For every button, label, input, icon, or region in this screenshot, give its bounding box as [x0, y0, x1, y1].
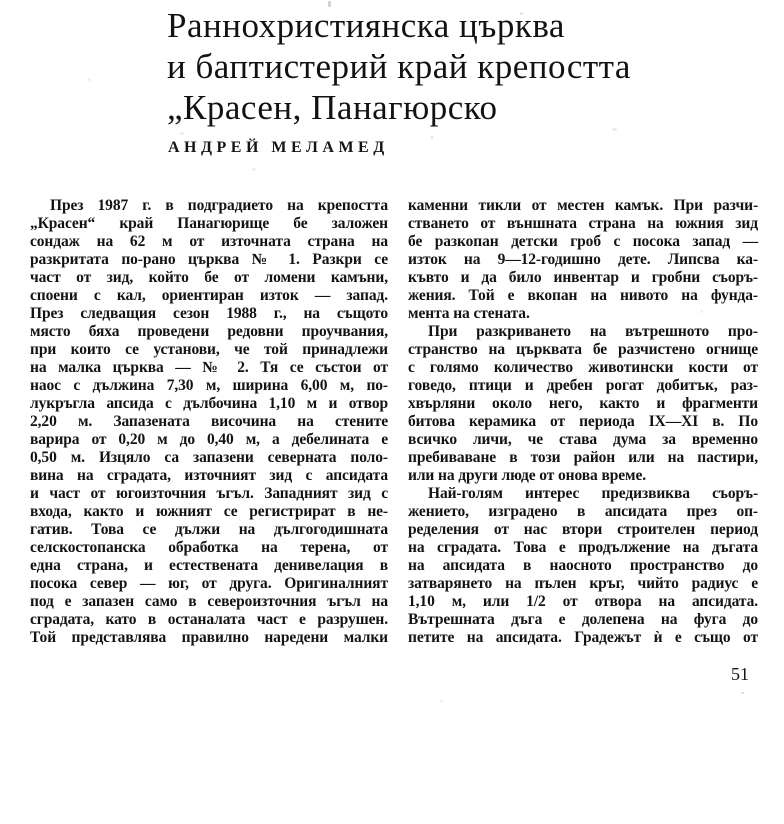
text-line: каменни тикли от местен камък. При разчи-	[408, 197, 758, 214]
text-line: вина на сградата, източният зид с апсидата	[30, 467, 388, 484]
scan-speck	[88, 78, 91, 81]
text-line: на сградата. Това е продължение на дъгата	[408, 539, 758, 556]
text-line: жението, изградено в апсидата през оп-	[408, 503, 758, 520]
article-title-line-3: „Красен, Панагюрско	[167, 88, 498, 127]
text-line: битова керамика от периода IX—XI в. По	[408, 413, 758, 430]
page-number: 51	[731, 664, 749, 684]
paragraph	[408, 485, 758, 647]
text-line: изток на 9—12-годишно дете. Липсва ка-	[408, 251, 758, 268]
text-line: къвто и да било инвентар и гробни съоръ-	[408, 269, 758, 286]
text-line: част от зид, който бе от ломени камъни,	[30, 269, 388, 286]
text-line: 1,10 м, или 1/2 от отвора на апсидата.	[408, 593, 758, 610]
text-line: варира от 0,20 м до 0,40 м, а дебелината е	[30, 431, 388, 448]
scan-speck	[440, 700, 443, 703]
text-line: затварянето на пълен кръг, чийто радиус е	[408, 575, 758, 592]
scan-speck	[520, 12, 523, 15]
text-line: при които се установи, че той принадлежи	[30, 341, 388, 358]
text-line: място бяха проведени редовни проучвания,	[30, 323, 388, 340]
text-line: сондаж на 62 м от източната страна на	[30, 233, 388, 250]
scan-speck	[741, 692, 744, 694]
paragraph	[408, 197, 758, 323]
scan-speck	[430, 136, 434, 139]
scan-speck	[612, 128, 617, 131]
text-line: на малка църква — № 2. Тя се състои от	[30, 359, 388, 376]
text-line: всичко личи, че става дума за временно	[408, 431, 758, 448]
text-line: под е запазен само в североизточния ъгъл на	[30, 593, 388, 610]
text-line: ределения от нас втори строителен период	[408, 521, 758, 538]
body-text	[30, 197, 758, 647]
text-line: „Красен“ край Панагюрище бе заложен	[30, 215, 388, 232]
text-line: хвърляни около него, както и фрагменти	[408, 395, 758, 412]
text-column-right	[408, 197, 758, 647]
text-line: лукръгла апсида с дълбочина 1,10 м и отвор	[30, 395, 388, 412]
paragraph	[30, 197, 388, 647]
text-line: разкритата по-рано църква № 1. Разкри се	[30, 251, 388, 268]
text-line: и част от югоизточния ъгъл. Западният зид с	[30, 485, 388, 502]
text-line: През следващия сезон 1988 г., на същото	[30, 305, 388, 322]
article-title	[167, 5, 631, 128]
text-line: петите на апсидата. Градежът ѝ е също от	[408, 629, 758, 646]
paragraph	[408, 323, 758, 485]
text-line: посока север — юг, от друга. Оригиналният	[30, 575, 388, 592]
author-name: АНДРЕЙ МЕЛАМЕД	[168, 139, 389, 156]
scan-speck	[180, 132, 184, 135]
text-line: При разкриването на вътрешното про-	[428, 323, 758, 340]
text-line: бе разкопан детски гроб с посока запад —	[408, 233, 758, 250]
text-line: входа, както и южният се регистрират в не-	[30, 503, 388, 520]
scan-speck	[252, 168, 256, 171]
scan-speck	[328, 1, 331, 7]
text-line: сградата, като в останалата част е разрушен.	[30, 611, 388, 628]
text-line: През 1987 г. в подградието на крепостта	[50, 197, 388, 214]
text-line: пребиваване в този район или на пастири,	[408, 449, 758, 466]
text-line: наос с дължина 7,30 м, ширина 6,00 м, по-	[30, 377, 388, 394]
text-line: на апсидата в наосното пространство до	[408, 557, 758, 574]
article-title-line-1: Раннохристиянска църква	[167, 6, 565, 45]
text-line: Най-голям интерес предизвиква съоръ-	[428, 485, 758, 502]
text-column-left	[30, 197, 388, 647]
text-line: жения. Той е вкопан на нивото на фунда-	[408, 287, 758, 304]
text-line: споени с кал, ориентиран изток — запад.	[30, 287, 388, 304]
text-line: гатив. Това се дължи на дългогодишната	[30, 521, 388, 538]
text-line: 2,20 м. Запазената височина на стените	[30, 413, 388, 430]
article-title-line-2: и баптистерий край крепостта	[167, 47, 631, 86]
text-line: стването от външната страна на южния зид	[408, 215, 758, 232]
text-line: мента на стената.	[408, 305, 530, 322]
text-line: Вътрешната дъга е долепена на фуга до	[408, 611, 758, 628]
scan-speck	[700, 310, 703, 313]
text-line: странство на църквата бе разчистено огнище	[408, 341, 758, 358]
text-line: Той представлява правилно наредени малки	[30, 629, 388, 646]
text-line: селскостопанска обработка на терена, от	[30, 539, 388, 556]
text-line: с голямо количество животински кости от	[408, 359, 758, 376]
text-line: говедо, птици и дребен рогат добитък, раз-	[408, 377, 758, 394]
text-line: една страна, и естествената денивелация в	[30, 557, 388, 574]
text-line: или на други люде от онова време.	[408, 467, 647, 484]
text-line: 0,50 м. Изцяло са запазени северната поло-	[30, 449, 388, 466]
